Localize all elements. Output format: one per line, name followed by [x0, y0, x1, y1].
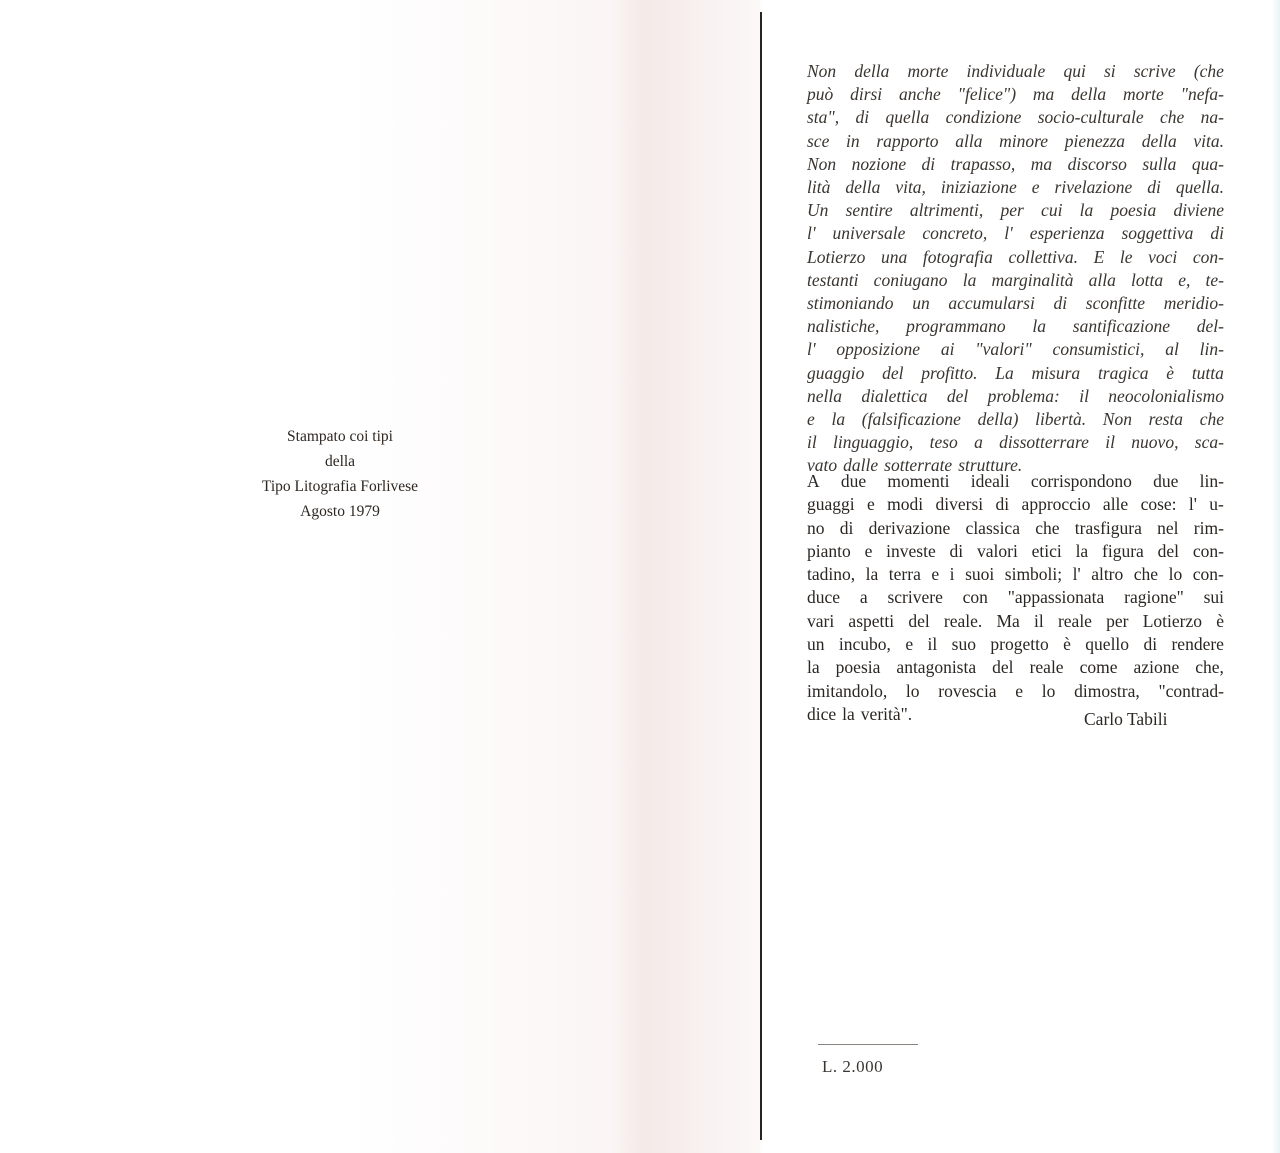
word: un [807, 634, 825, 655]
word: resta [1148, 409, 1184, 430]
word: reale. [943, 610, 983, 631]
word: con- [1192, 246, 1224, 267]
word: rim- [1193, 517, 1224, 538]
author-signature: Carlo Tabili [1084, 709, 1168, 729]
word: investe [886, 540, 936, 561]
page-edge [1272, 0, 1280, 1153]
word: che [1133, 564, 1159, 585]
word: la [865, 564, 879, 585]
word: che, [1195, 657, 1224, 678]
word: lin- [1199, 471, 1224, 491]
word: coniugano [873, 269, 948, 290]
word: collettiva. [1008, 246, 1078, 267]
text-line [807, 680, 1224, 703]
text-line [807, 292, 1224, 315]
word: approccio [1021, 494, 1091, 515]
text-line [807, 315, 1224, 338]
word: sca- [1194, 432, 1224, 453]
word: "appassionata [1007, 587, 1105, 608]
word: trapasso, [950, 153, 1016, 174]
word: come [1079, 657, 1118, 678]
word: Lotierzo [1142, 610, 1202, 631]
word: valori [976, 540, 1018, 561]
word: scrivere [887, 587, 943, 608]
word: suo [951, 634, 976, 655]
word: ideali [970, 471, 1010, 491]
price-divider [818, 1044, 918, 1045]
word: lo [1168, 564, 1183, 585]
word: della) [977, 409, 1019, 430]
word: Ma [996, 610, 1020, 631]
word: del [882, 362, 904, 383]
word: il [1034, 610, 1044, 631]
word: e, [1178, 269, 1191, 290]
word: classica [965, 517, 1020, 538]
word: E [1093, 246, 1105, 267]
word: di [855, 107, 870, 128]
word: opposizione [836, 339, 921, 360]
text-line [807, 493, 1224, 516]
word: corrispondono [1030, 471, 1132, 491]
word: pianto [807, 540, 851, 561]
word: il [927, 634, 938, 655]
word: della [845, 177, 881, 198]
word: linguaggio, [833, 432, 914, 453]
word: nella [807, 385, 842, 406]
word: di [949, 540, 964, 561]
word: sotterrate [884, 455, 953, 476]
word: figura [1102, 540, 1144, 561]
word: due [840, 471, 867, 491]
word: rapporto [876, 130, 939, 151]
word: meridio- [1163, 293, 1224, 314]
word: la [1075, 540, 1089, 561]
word: lin- [1199, 339, 1224, 360]
word: Non [807, 153, 837, 174]
word: misura [1031, 362, 1081, 383]
word: trasfigura [1074, 517, 1142, 538]
text-line [807, 130, 1224, 153]
text-line [807, 408, 1224, 431]
text-line [807, 106, 1224, 129]
word: reale [1057, 610, 1092, 631]
word: vato [807, 455, 838, 476]
text-line [807, 338, 1224, 361]
word: etici [1031, 540, 1062, 561]
word: sce [807, 130, 830, 151]
word: è [1063, 634, 1071, 655]
word: a [859, 587, 868, 608]
word: terra [888, 564, 921, 585]
word: scrive [1133, 61, 1176, 81]
word: derivazione [868, 517, 951, 538]
word: quella. [1175, 177, 1224, 198]
word: lotta [1130, 269, 1164, 290]
word: morte [907, 61, 949, 81]
word: dalle [843, 455, 879, 476]
word: ma [1032, 84, 1055, 105]
word: della [854, 61, 890, 81]
word: condizione [945, 107, 1022, 128]
word: dimostra, [1074, 680, 1140, 701]
word: marginalità [991, 269, 1074, 290]
word: con- [1192, 564, 1224, 585]
word: sta", [807, 107, 840, 128]
word: e [1015, 680, 1024, 701]
word: quella [885, 107, 930, 128]
word: l' [1188, 494, 1197, 515]
word: di [921, 153, 936, 174]
word: guaggio [807, 362, 865, 383]
word: strutture. [958, 455, 1023, 476]
word: poesia [1110, 200, 1157, 221]
word: il [807, 432, 817, 453]
word: (falsificazione [861, 409, 961, 430]
word: alla [1088, 269, 1116, 290]
word: del [908, 610, 930, 631]
word: lo [1041, 680, 1056, 701]
text-line [807, 83, 1224, 106]
word: quello [1085, 634, 1130, 655]
word: te- [1205, 269, 1224, 290]
word: reale [1029, 657, 1064, 678]
word: è [1166, 362, 1175, 383]
text-line [807, 385, 1224, 408]
word: u- [1209, 494, 1224, 515]
colophon-line: della [324, 453, 356, 470]
word: si [1103, 61, 1116, 81]
word: vita. [1193, 130, 1224, 151]
word: che [1160, 107, 1185, 128]
price-label: L. 2.000 [822, 1057, 884, 1076]
word: discorso [1067, 153, 1127, 174]
colophon-line: Stampato coi tipi [287, 428, 393, 445]
word: del [946, 385, 969, 406]
word: poesia [835, 657, 881, 678]
word: azione [1133, 657, 1180, 678]
word: lo [905, 680, 920, 701]
word: di [1147, 177, 1161, 198]
word: imitandolo, [807, 680, 888, 701]
word: accumularsi [948, 293, 1035, 314]
word: della [1071, 84, 1107, 105]
word: a [974, 432, 983, 453]
word: per [1106, 610, 1129, 631]
word: rivelazione [1054, 177, 1133, 198]
word: Non [1102, 409, 1132, 430]
word: individuale [966, 61, 1046, 81]
word: la [962, 269, 977, 290]
word: e [1031, 177, 1040, 198]
text-line [807, 633, 1224, 656]
word: per [1000, 200, 1024, 221]
word: con- [1192, 540, 1224, 561]
word: l' [1072, 564, 1081, 585]
word: sulla [1142, 153, 1177, 174]
word: altro [1091, 564, 1124, 585]
word: santificazione [1072, 316, 1171, 337]
word: voci [1148, 246, 1178, 267]
word: un [912, 293, 930, 314]
word: ragione" [1124, 587, 1184, 608]
word: aspetti [848, 610, 895, 631]
word: anche [899, 84, 941, 105]
word: sentire [845, 200, 893, 221]
word: di [1210, 223, 1224, 244]
word: e [807, 409, 815, 430]
word: due [1153, 471, 1179, 491]
text-line [807, 176, 1224, 199]
word: profitto. [921, 362, 978, 383]
word: "felice") [957, 84, 1017, 105]
text-line [807, 470, 1224, 493]
word: dissotterrare [999, 432, 1089, 453]
word: la [1079, 200, 1094, 221]
word: tragica [1097, 362, 1149, 383]
word: cose: [1140, 494, 1177, 515]
word: minore [999, 130, 1049, 151]
word: alle [1102, 494, 1129, 515]
word: guaggi [807, 494, 855, 515]
word: concreto, [922, 223, 988, 244]
word: morte [1122, 84, 1164, 105]
word: teso [929, 432, 958, 453]
word: "nefa- [1180, 84, 1224, 105]
text-line [807, 610, 1224, 633]
word: tutta [1191, 362, 1224, 383]
text-line [807, 517, 1224, 540]
colophon-line: Agosto 1979 [300, 503, 380, 520]
word: del- [1196, 316, 1224, 337]
text-line [807, 199, 1224, 222]
word: della [1141, 130, 1177, 151]
word: tadino, [807, 564, 856, 585]
word: è [1216, 610, 1224, 631]
word: modi [887, 494, 924, 515]
word: e [931, 564, 940, 585]
word: duce [807, 587, 841, 608]
word: che [1199, 409, 1224, 430]
word: e [905, 634, 914, 655]
word: incubo, [838, 634, 891, 655]
word: Non [807, 61, 837, 81]
word: momenti [887, 471, 950, 491]
word: stimoniando [807, 293, 894, 314]
word: diviene [1173, 200, 1224, 221]
word: ma [1030, 153, 1053, 174]
word: la [842, 703, 855, 724]
word: e [864, 540, 873, 561]
word: nozione [851, 153, 907, 174]
word: il [1105, 432, 1115, 453]
word: Un [807, 200, 829, 221]
word: in [846, 130, 860, 151]
word: del [992, 657, 1014, 678]
text-line [807, 269, 1224, 292]
word: qua- [1191, 153, 1224, 174]
text-line [807, 563, 1224, 586]
word: consumistici, [1052, 339, 1145, 360]
word: la [807, 657, 820, 678]
word: testanti [807, 269, 859, 290]
word: una [880, 246, 908, 267]
word: cui [1041, 200, 1063, 221]
word: ai [940, 339, 955, 360]
italic-paragraph [807, 60, 1224, 478]
word: l' [1004, 223, 1013, 244]
word: Lotierzo [807, 246, 866, 267]
word: pienezza [1064, 130, 1126, 151]
word: diversi [935, 494, 984, 515]
word: vari [807, 610, 835, 631]
word: nel [1157, 517, 1179, 538]
word: vita, [895, 177, 926, 198]
word: socio-culturale [1037, 107, 1144, 128]
roman-paragraph [807, 470, 1224, 726]
text-line [807, 60, 1224, 83]
word: l' [807, 339, 816, 360]
word: dialettica [861, 385, 928, 406]
word: la [831, 409, 846, 430]
word: simboli; [1004, 564, 1063, 585]
word: rendere [1171, 634, 1224, 655]
word: programmano [906, 316, 1006, 337]
word: suoi [965, 564, 995, 585]
word: di [839, 517, 854, 538]
word: i [949, 564, 955, 585]
word: "contrad- [1158, 680, 1224, 701]
text-line [807, 586, 1224, 609]
word: sconfitte [1085, 293, 1146, 314]
word: "valori" [975, 339, 1032, 360]
word: dice [807, 703, 837, 724]
word: neocolonialismo [1108, 385, 1224, 406]
word: A [807, 471, 820, 491]
word: (che [1193, 61, 1224, 81]
word: libertà. [1035, 409, 1087, 430]
text-line [807, 540, 1224, 563]
word: lità [807, 177, 831, 198]
word: con [962, 587, 988, 608]
word: La [995, 362, 1014, 383]
word: di [995, 494, 1010, 515]
word: può [807, 84, 834, 105]
word: na- [1200, 107, 1224, 128]
word: progetto [990, 634, 1049, 655]
word: nuovo, [1131, 432, 1179, 453]
word: del [1157, 540, 1180, 561]
word: al [1165, 339, 1179, 360]
word: il [1079, 385, 1089, 406]
text-line [807, 153, 1224, 176]
word: e [867, 494, 875, 515]
word: le [1119, 246, 1133, 267]
word: rovescia [938, 680, 997, 701]
word: dirsi [850, 84, 883, 105]
spine-shadow [612, 0, 762, 1153]
word: che [1035, 517, 1060, 538]
colophon-line: Tipo Litografia Forlivese [261, 478, 419, 495]
word: la [1032, 316, 1047, 337]
text-line [807, 246, 1224, 269]
word: alla [955, 130, 983, 151]
text-line [807, 222, 1224, 245]
colophon [220, 424, 460, 524]
word: sui [1203, 587, 1224, 608]
text-line [807, 431, 1224, 454]
word: universale [832, 223, 906, 244]
word: qui [1063, 61, 1086, 81]
word: verità". [860, 703, 913, 724]
word: di [1143, 634, 1158, 655]
word: no [807, 517, 825, 538]
word: soggettiva [1121, 223, 1194, 244]
word: problema: [987, 385, 1060, 406]
word: antagonista [896, 657, 977, 678]
word: nalistiche, [807, 316, 880, 337]
text-line [807, 656, 1224, 679]
word: iniziazione [940, 177, 1017, 198]
word: di [1053, 293, 1068, 314]
word: fotografia [922, 246, 993, 267]
word: altrimenti, [909, 200, 984, 221]
word: l' [807, 223, 816, 244]
word: esperienza [1029, 223, 1105, 244]
text-line [807, 362, 1224, 385]
